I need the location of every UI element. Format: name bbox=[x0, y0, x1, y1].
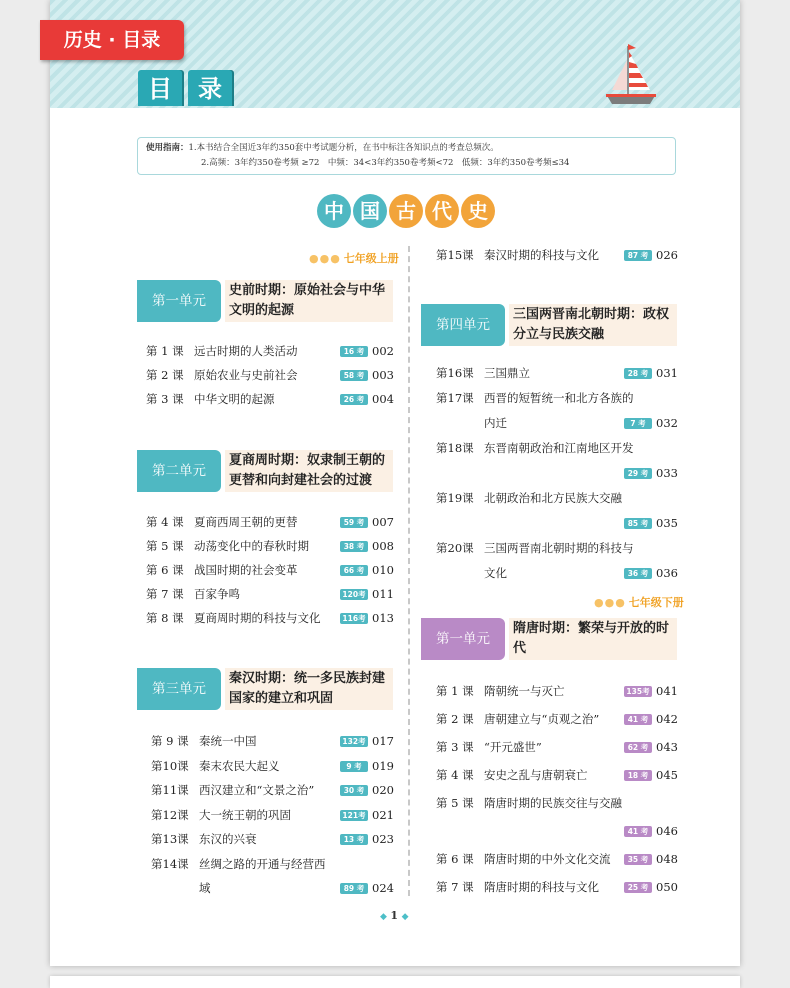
lesson-number: 第 3 课 bbox=[146, 392, 184, 406]
subject-tag: 历史 · 目录 bbox=[40, 20, 184, 60]
lesson-title-continued: 文化 bbox=[484, 566, 507, 580]
frequency-badge: 87 考 bbox=[624, 250, 652, 261]
guide-line-1: 1.本书结合全国近3年约350套中考试题分析，在书中标注各知识点的考查总频次。 bbox=[188, 143, 499, 153]
frequency-badge: 135考 bbox=[624, 686, 652, 697]
lesson-number: 第 2 课 bbox=[146, 368, 184, 382]
lesson-title: 原始农业与史前社会 bbox=[194, 368, 298, 382]
lesson-title: 夏商西周王朝的更替 bbox=[194, 515, 298, 529]
page-ref: 002 bbox=[372, 344, 394, 358]
lesson-title: 动荡变化中的春秋时期 bbox=[194, 539, 309, 553]
page-ref: 010 bbox=[372, 563, 394, 577]
sailboat-icon bbox=[600, 40, 660, 110]
lesson-number: 第11课 bbox=[151, 783, 189, 797]
page-ref: 032 bbox=[656, 416, 678, 430]
lesson-title: 隋唐时期的中外文化交流 bbox=[484, 852, 611, 866]
lesson-number: 第 9 课 bbox=[151, 734, 189, 748]
frequency-badge: 26 考 bbox=[340, 394, 368, 405]
lesson-number: 第13课 bbox=[151, 832, 189, 846]
toc-entry[interactable] bbox=[151, 855, 392, 873]
frequency-badge: 7 考 bbox=[624, 418, 652, 429]
page-ref: 031 bbox=[656, 366, 678, 380]
lesson-title: 唐朝建立与“贞观之治” bbox=[484, 712, 600, 726]
frequency-badge: 59 考 bbox=[340, 517, 368, 528]
lesson-title: “开元盛世” bbox=[484, 740, 542, 754]
unit-title: 隋唐时期：繁荣与开放的时代 bbox=[509, 618, 677, 660]
unit-block bbox=[137, 450, 393, 492]
lesson-number: 第 5 课 bbox=[436, 796, 474, 810]
lesson-title: 隋唐时期的民族交往与交融 bbox=[484, 796, 622, 810]
lesson-title: 三国鼎立 bbox=[484, 366, 530, 380]
page-ref: 011 bbox=[372, 587, 394, 601]
lesson-title: 隋唐时期的科技与文化 bbox=[484, 880, 599, 894]
frequency-badge: 16 考 bbox=[340, 346, 368, 357]
next-page-edge bbox=[50, 976, 740, 988]
lesson-number: 第 4 课 bbox=[436, 768, 474, 782]
frequency-badge: 41 考 bbox=[624, 826, 652, 837]
lesson-title: 秦末农民大起义 bbox=[199, 758, 280, 773]
frequency-badge: 30 考 bbox=[340, 785, 368, 796]
lesson-title: 远古时期的人类活动 bbox=[194, 344, 298, 358]
section-title-char: 代 bbox=[425, 194, 459, 228]
page-ref: 036 bbox=[656, 566, 678, 580]
lesson-number: 第19课 bbox=[436, 491, 474, 505]
toc-entry[interactable] bbox=[436, 539, 676, 557]
lesson-number: 第10课 bbox=[151, 758, 189, 773]
page-ref: 045 bbox=[656, 768, 678, 782]
frequency-badge: 35 考 bbox=[624, 854, 652, 865]
lesson-number: 第 6 课 bbox=[146, 563, 184, 577]
lesson-number: 第 7 课 bbox=[146, 587, 184, 601]
lesson-title: 丝绸之路的开通与经营西 bbox=[199, 856, 326, 871]
section-title-char: 中 bbox=[317, 194, 351, 228]
unit-title: 史前时期：原始社会与中华文明的起源 bbox=[225, 280, 393, 322]
unit-label: 第三单元 bbox=[137, 668, 221, 710]
frequency-badge: 13 考 bbox=[340, 834, 368, 845]
lesson-number: 第 1 课 bbox=[436, 684, 474, 698]
guide-line-2: 2.高频：3年约350卷考频 ≥72 中频：34<3年约350卷考频<72 低频：3年约350卷考频≤34 bbox=[201, 158, 570, 168]
lesson-number: 第 4 课 bbox=[146, 515, 184, 529]
unit-title: 三国两晋南北朝时期：政权分立与民族交融 bbox=[509, 304, 677, 346]
lesson-number: 第 2 课 bbox=[436, 712, 474, 726]
page-ref: 021 bbox=[372, 807, 394, 822]
toc-entry[interactable] bbox=[436, 489, 676, 507]
lesson-number: 第 3 课 bbox=[436, 740, 474, 754]
frequency-badge: 41 考 bbox=[624, 714, 652, 725]
frequency-badge: 116考 bbox=[340, 613, 368, 624]
lesson-title-continued: 内迁 bbox=[484, 416, 507, 430]
lesson-title: 西汉建立和“文景之治” bbox=[199, 783, 315, 797]
lesson-number: 第15课 bbox=[436, 248, 474, 262]
toc-entry[interactable] bbox=[436, 389, 676, 407]
frequency-badge: 38 考 bbox=[340, 541, 368, 552]
page-ref: 024 bbox=[372, 880, 394, 895]
mulu-char-1: 目 bbox=[138, 70, 182, 106]
page-ref: 033 bbox=[656, 466, 678, 480]
frequency-badge: 132考 bbox=[340, 736, 368, 747]
unit-block bbox=[137, 280, 393, 322]
page-ref: 003 bbox=[372, 368, 394, 382]
frequency-badge: 18 考 bbox=[624, 770, 652, 781]
lesson-number: 第 7 课 bbox=[436, 880, 474, 894]
toc-entry[interactable] bbox=[436, 794, 676, 812]
unit-label: 第二单元 bbox=[137, 450, 221, 492]
frequency-badge: 66 考 bbox=[340, 565, 368, 576]
unit-title: 秦汉时期：统一多民族封建国家的建立和巩固 bbox=[225, 668, 393, 710]
lesson-number: 第12课 bbox=[151, 807, 189, 822]
guide-label: 使用指南： bbox=[146, 143, 189, 153]
lesson-number: 第14课 bbox=[151, 856, 189, 871]
lesson-title: 北朝政治和北方民族大交融 bbox=[484, 491, 622, 505]
page-ref: 020 bbox=[372, 783, 394, 797]
lesson-title: 三国两晋南北朝时期的科技与 bbox=[484, 541, 634, 555]
unit-label: 第一单元 bbox=[137, 280, 221, 322]
frequency-badge: 89 考 bbox=[340, 883, 368, 894]
lesson-title: 西晋的短暂统一和北方各族的 bbox=[484, 391, 634, 405]
lesson-title-continued: 域 bbox=[199, 880, 211, 895]
page-ref: 046 bbox=[656, 824, 678, 838]
lesson-number: 第 5 课 bbox=[146, 539, 184, 553]
page-ref: 043 bbox=[656, 740, 678, 754]
frequency-badge: 29 考 bbox=[624, 468, 652, 479]
lesson-number: 第18课 bbox=[436, 441, 474, 455]
book-page bbox=[50, 0, 740, 966]
frequency-badge: 121考 bbox=[340, 810, 368, 821]
page-ref: 026 bbox=[656, 248, 678, 262]
column-divider bbox=[408, 246, 410, 896]
lesson-number: 第 1 课 bbox=[146, 344, 184, 358]
page-ref: 035 bbox=[656, 516, 678, 530]
lesson-number: 第20课 bbox=[436, 541, 474, 555]
section-title-char: 国 bbox=[353, 194, 387, 228]
frequency-badge: 62 考 bbox=[624, 742, 652, 753]
frequency-badge: 25 考 bbox=[624, 882, 652, 893]
unit-block bbox=[137, 668, 393, 710]
lesson-title: 百家争鸣 bbox=[194, 587, 240, 601]
lesson-title: 东汉的兴衰 bbox=[199, 832, 257, 846]
lesson-title: 中华文明的起源 bbox=[194, 392, 275, 406]
lesson-title: 隋朝统一与灭亡 bbox=[484, 684, 565, 698]
page-ref: 013 bbox=[372, 611, 394, 625]
page-ref: 019 bbox=[372, 758, 394, 773]
page-ref: 048 bbox=[656, 852, 678, 866]
usage-guide bbox=[137, 137, 676, 175]
unit-title: 夏商周时期：奴隶制王朝的更替和向封建社会的过渡 bbox=[225, 450, 393, 492]
lesson-number: 第 6 课 bbox=[436, 852, 474, 866]
lesson-title: 夏商周时期的科技与文化 bbox=[194, 611, 321, 625]
page-ref: 050 bbox=[656, 880, 678, 894]
lesson-title: 东晋南朝政治和江南地区开发 bbox=[484, 441, 634, 455]
frequency-badge: 9 考 bbox=[340, 761, 368, 772]
lesson-title: 战国时期的社会变革 bbox=[194, 563, 298, 577]
lesson-title: 秦汉时期的科技与文化 bbox=[484, 248, 599, 262]
lesson-number: 第17课 bbox=[436, 391, 474, 405]
page-number: ◆ 1 ◆ bbox=[380, 909, 409, 922]
frequency-badge: 85 考 bbox=[624, 518, 652, 529]
lesson-title: 秦统一中国 bbox=[199, 734, 257, 748]
page-ref: 023 bbox=[372, 832, 394, 846]
frequency-badge: 58 考 bbox=[340, 370, 368, 381]
unit-block bbox=[421, 304, 677, 346]
frequency-badge: 28 考 bbox=[624, 368, 652, 379]
page-ref: 017 bbox=[372, 734, 394, 748]
mulu-char-2: 录 bbox=[188, 70, 232, 106]
grade-heading-right: ●●● 七年级下册 bbox=[594, 596, 684, 609]
section-title-char: 古 bbox=[389, 194, 423, 228]
page-ref: 004 bbox=[372, 392, 394, 406]
lesson-number: 第 8 课 bbox=[146, 611, 184, 625]
unit-block bbox=[421, 618, 677, 660]
lesson-number: 第16课 bbox=[436, 366, 474, 380]
page-ref: 042 bbox=[656, 712, 678, 726]
page-ref: 008 bbox=[372, 539, 394, 553]
lesson-title: 大一统王朝的巩固 bbox=[199, 807, 291, 822]
unit-label: 第四单元 bbox=[421, 304, 505, 346]
frequency-badge: 36 考 bbox=[624, 568, 652, 579]
frequency-badge: 120考 bbox=[340, 589, 368, 600]
grade-heading-left: ●●● 七年级上册 bbox=[309, 252, 399, 265]
page-ref: 007 bbox=[372, 515, 394, 529]
toc-entry[interactable] bbox=[436, 439, 676, 457]
lesson-title: 安史之乱与唐朝衰亡 bbox=[484, 768, 588, 782]
section-title bbox=[317, 194, 495, 230]
page-ref: 041 bbox=[656, 684, 678, 698]
unit-label: 第一单元 bbox=[421, 618, 505, 660]
section-title-char: 史 bbox=[461, 194, 495, 228]
